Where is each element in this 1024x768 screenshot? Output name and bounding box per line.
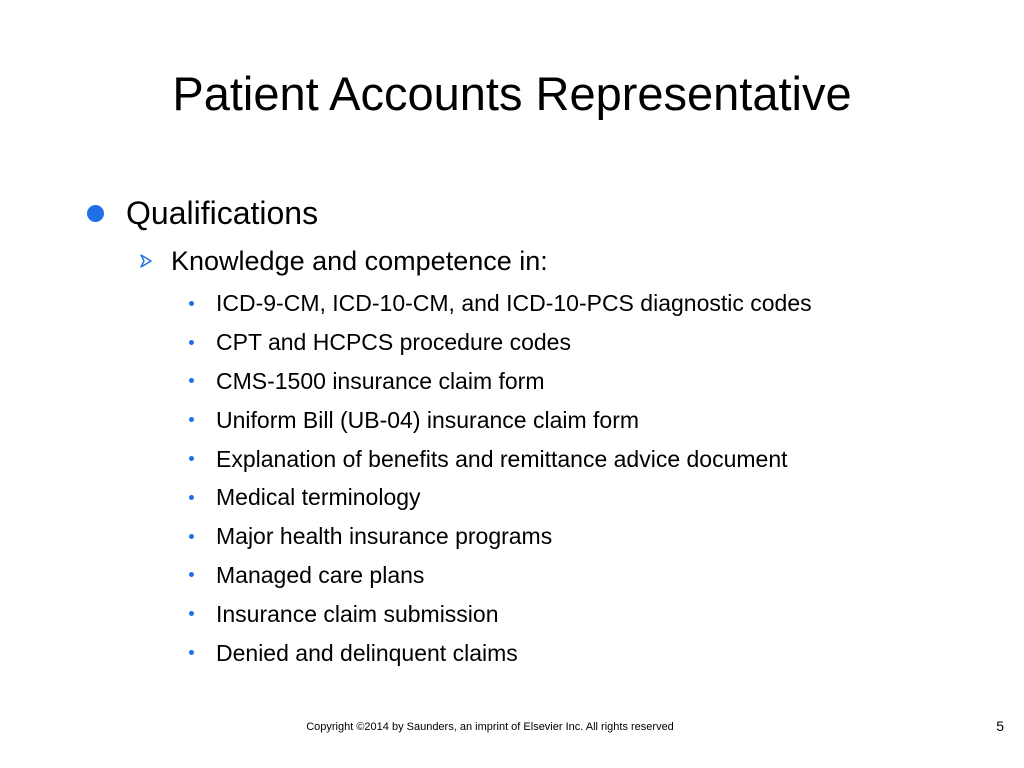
- section-label: Qualifications: [126, 195, 319, 231]
- list-item-label: Managed care plans: [216, 561, 425, 588]
- list-item: [187, 323, 812, 362]
- list-item: [187, 439, 812, 478]
- filled-circle-bullet-icon: [87, 205, 104, 222]
- small-dot-bullet-icon: [189, 456, 194, 461]
- list-item: [187, 284, 812, 323]
- list-item: [187, 362, 812, 401]
- list-item: [187, 478, 812, 517]
- list-item: [187, 517, 812, 556]
- list-item-label: Denied and delinquent claims: [216, 639, 518, 666]
- small-dot-bullet-icon: [189, 534, 194, 539]
- small-dot-bullet-icon: [189, 340, 194, 345]
- list-item: [187, 400, 812, 439]
- list-item: [187, 556, 812, 595]
- list-item-label: Insurance claim submission: [216, 600, 499, 627]
- list-item-label: CMS-1500 insurance claim form: [216, 367, 545, 394]
- small-dot-bullet-icon: [189, 572, 194, 577]
- list-item-label: Major health insurance programs: [216, 523, 553, 550]
- small-dot-bullet-icon: [189, 301, 194, 306]
- list-item-label: Uniform Bill (UB-04) insurance claim form: [216, 406, 640, 433]
- bullet-qualifications: [87, 193, 318, 233]
- small-dot-bullet-icon: [189, 495, 194, 500]
- arrowhead-bullet-icon: [140, 254, 152, 268]
- bullet-knowledge: [140, 244, 548, 278]
- list-item: [187, 633, 812, 672]
- competence-list: [187, 284, 812, 672]
- list-item-label: CPT and HCPCS procedure codes: [216, 329, 571, 356]
- list-item-label: Medical terminology: [216, 484, 421, 511]
- small-dot-bullet-icon: [189, 650, 194, 655]
- small-dot-bullet-icon: [189, 378, 194, 383]
- page-number: 5: [996, 718, 1004, 734]
- slide-title: Patient Accounts Representative: [172, 67, 852, 120]
- small-dot-bullet-icon: [189, 417, 194, 422]
- copyright-notice: Copyright ©2014 by Saunders, an imprint of Elsevier Inc. All rights reserved: [306, 721, 674, 733]
- list-item-label: ICD-9-CM, ICD-10-CM, and ICD-10-PCS diagnostic codes: [216, 290, 812, 317]
- small-dot-bullet-icon: [189, 611, 194, 616]
- list-item: [187, 594, 812, 633]
- list-item-label: Explanation of benefits and remittance advice document: [216, 445, 788, 472]
- subsection-label: Knowledge and competence in:: [171, 246, 548, 276]
